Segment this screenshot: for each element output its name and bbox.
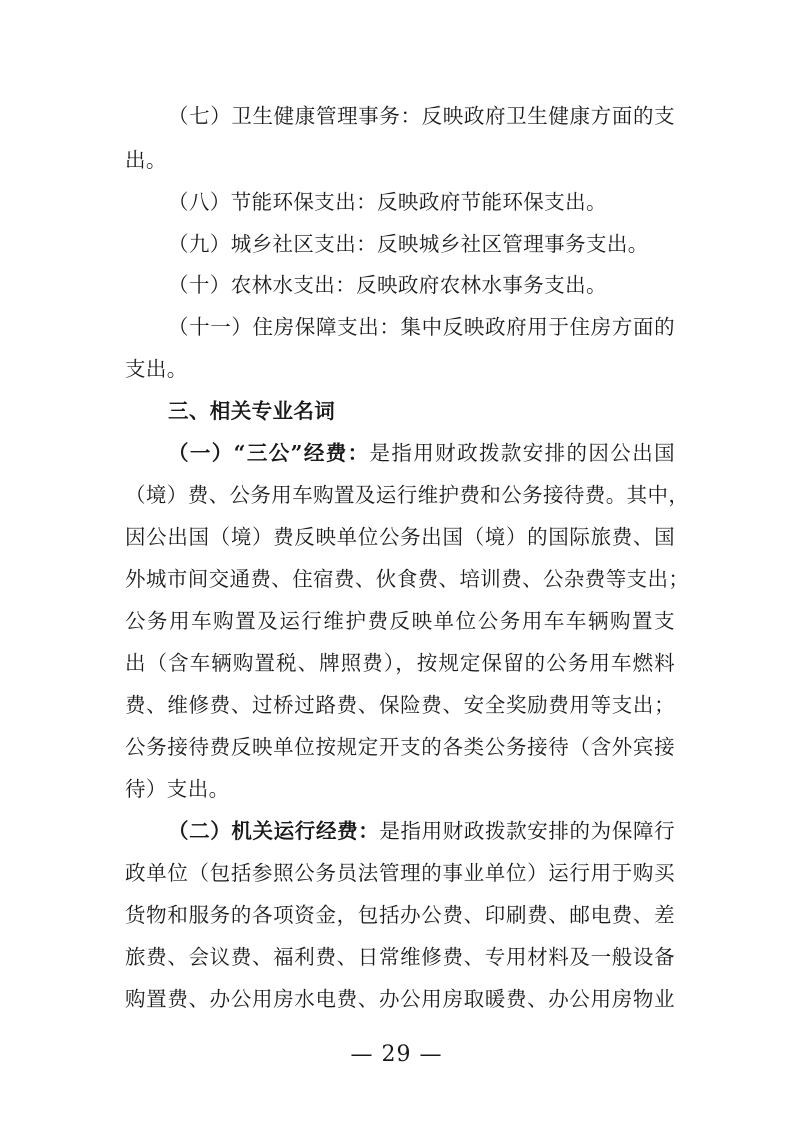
paragraph-line: （境）费、公务用车购置及运行维护费和公务接待费。其中， (125, 483, 690, 507)
page-number: — 29 — (350, 1042, 443, 1067)
paragraph-line: 出（含车辆购置税、牌照费），按规定保留的公务用车燃料 (125, 651, 675, 675)
paragraph-line: （十一）住房保障支出：集中反映政府用于住房方面的 (168, 315, 675, 339)
term-label: （一）“三公”经费： (168, 441, 370, 465)
paragraph-line: （一）“三公”经费：是指用财政拨款安排的因公出国 (168, 441, 675, 465)
paragraph-line: 出。 (125, 148, 167, 172)
paragraph-line: （九）城乡社区支出：反映城乡社区管理事务支出。 (168, 232, 649, 256)
paragraph-line: （七）卫生健康管理事务：反映政府卫生健康方面的支 (168, 104, 675, 128)
paragraph-line: 旅费、会议费、福利费、日常维修费、专用材料及一般设备 (125, 945, 675, 969)
section-heading: 三、相关专业名词 (168, 399, 336, 423)
paragraph-line: （八）节能环保支出：反映政府节能环保支出。 (168, 190, 607, 214)
paragraph-line: 费、维修费、过桥过路费、保险费、安全奖励费用等支出； (125, 693, 675, 717)
paragraph-line: 支出。 (125, 357, 188, 381)
paragraph-line: 政单位（包括参照公务员法管理的事业单位）运行用于购买 (125, 861, 675, 885)
paragraph-line: 公务接待费反映单位按规定开支的各类公务接待（含外宾接 (125, 735, 675, 759)
paragraph-line: 外城市间交通费、住宿费、伙食费、培训费、公杂费等支出； (125, 567, 690, 591)
paragraph-line: 待）支出。 (125, 777, 230, 801)
paragraph-line: 公务用车购置及运行维护费反映单位公务用车车辆购置支 (125, 609, 675, 633)
paragraph-line: （十）农林水支出：反映政府农林水事务支出。 (168, 273, 607, 297)
paragraph-line: 购置费、办公用房水电费、办公用房取暖费、办公用房物业 (125, 987, 675, 1011)
paragraph-line: 货物和服务的各项资金，包括办公费、印刷费、邮电费、差 (125, 903, 675, 927)
term-label: （二）机关运行经费： (168, 819, 380, 843)
paragraph-line: 因公出国（境）费反映单位公务出国（境）的国际旅费、国 (125, 525, 675, 549)
paragraph-line: （二）机关运行经费：是指用财政拨款安排的为保障行 (168, 819, 675, 843)
